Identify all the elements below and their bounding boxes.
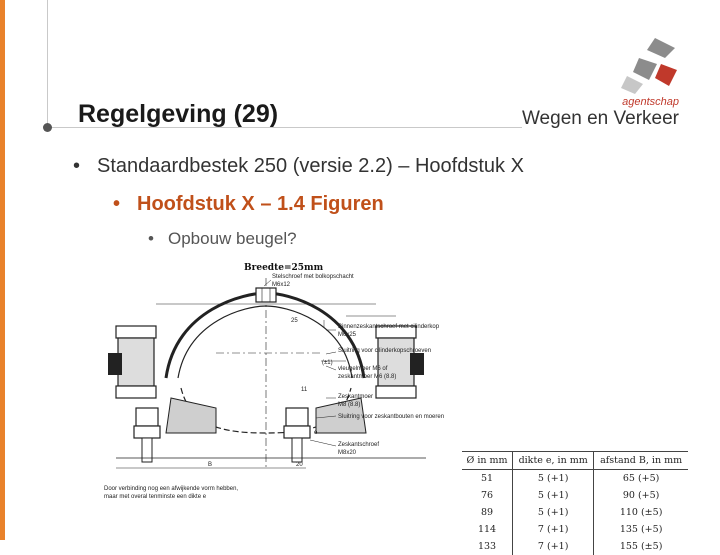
dim-label-right: (±1) [322,360,333,366]
table-row [462,487,688,504]
table-row [462,470,688,488]
label-hex-screw: Zeskantschroef [338,442,380,448]
table-cell: 5 (+1) [513,487,594,504]
table-cell: 76 [481,490,494,501]
bullet-level-1 [73,155,524,178]
bullet-level-3-text: Opbouw beugel? [168,229,297,248]
table-cell: 110 (±5) [594,504,688,521]
table-cell: 133 [477,541,497,552]
table-cell: 155 (±5) [594,538,688,555]
table-cell: 5 (+1) [513,504,594,521]
dim-label-20: 20 [296,462,303,468]
label-hex-nut-m6: zeskantmoer M6 (8.8) [338,374,397,380]
table-cell: 51 [481,473,494,484]
label-hex-screw-size: M8x20 [338,450,357,456]
logo-small-text: agentschap [622,96,679,108]
table-row [462,504,688,521]
dim-label-b: B [208,462,213,468]
label-washer-cylinder: Sluitring voor cilinderkopschroeven [338,348,432,354]
bullet-level-2-text: Hoofdstuk X – 1.4 Figuren [137,193,384,215]
table-cell: 89 [481,507,494,518]
bullet-level-3 [148,229,297,249]
drawing-title: Breedte=25mm [244,263,324,273]
table-cell: 7 (+1) [513,538,594,555]
bullet-level-2 [113,193,384,216]
table-row [462,538,688,555]
dim-label-11: 11 [301,387,308,393]
label-note-line-2: maar met overal tenminste een dikte e [104,494,207,500]
label-set-screw: Stelschroef met bolkopschacht [272,274,354,280]
label-hex-nut: Zeskantmoer [338,394,374,400]
table-cell: 5 (+1) [513,470,594,488]
label-wing-nut: vleugelmoer M6 of [338,366,388,372]
label-set-screw-size: M6x12 [272,282,291,288]
table-cell: 135 (+5) [594,521,688,538]
logo [521,34,683,129]
table-cell: 114 [477,524,497,535]
label-note-line-1: Door verbinding nog een afwijkende vorm hebben, [104,486,239,492]
table-header: afstand B, in mm [594,452,688,470]
table-header: dikte e, in mm [513,452,594,470]
label-washer-hex: Sluitring voor zeskantbouten en moeren [338,414,445,420]
clamp-drawing [96,258,456,508]
bullet-dot-icon: • [73,155,81,177]
bullet-dot-icon: • [113,193,121,215]
logo-brand-text: Wegen en Verkeer [521,108,679,129]
dim-label-top: 25 [291,318,298,324]
bullet-level-1-text: Standaardbestek 250 (versie 2.2) – Hoofdstuk X [97,155,524,177]
table-cell: 7 (+1) [513,521,594,538]
label-socket-screw-size: M6x25 [338,332,357,338]
table-header: Ø in mm [462,452,513,470]
frame-line-vertical [47,0,48,128]
slide-title: Regelgeving (29) [78,100,279,128]
table-cell: 90 (+5) [594,487,688,504]
dim-label-e: e [314,430,318,436]
table-header-row [462,452,688,470]
table-cell: 65 (+5) [594,470,688,488]
bullet-dot-icon: • [148,229,154,248]
label-socket-screw: Binnenzeskantschroef met cilinderkop [338,324,440,330]
accent-bar [0,0,5,540]
table-row [462,521,688,538]
logo-mark-icon [543,34,683,96]
dimensions-table [462,451,688,555]
label-hex-nut-size: M8 (8.8) [338,402,361,408]
frame-dot [43,123,52,132]
